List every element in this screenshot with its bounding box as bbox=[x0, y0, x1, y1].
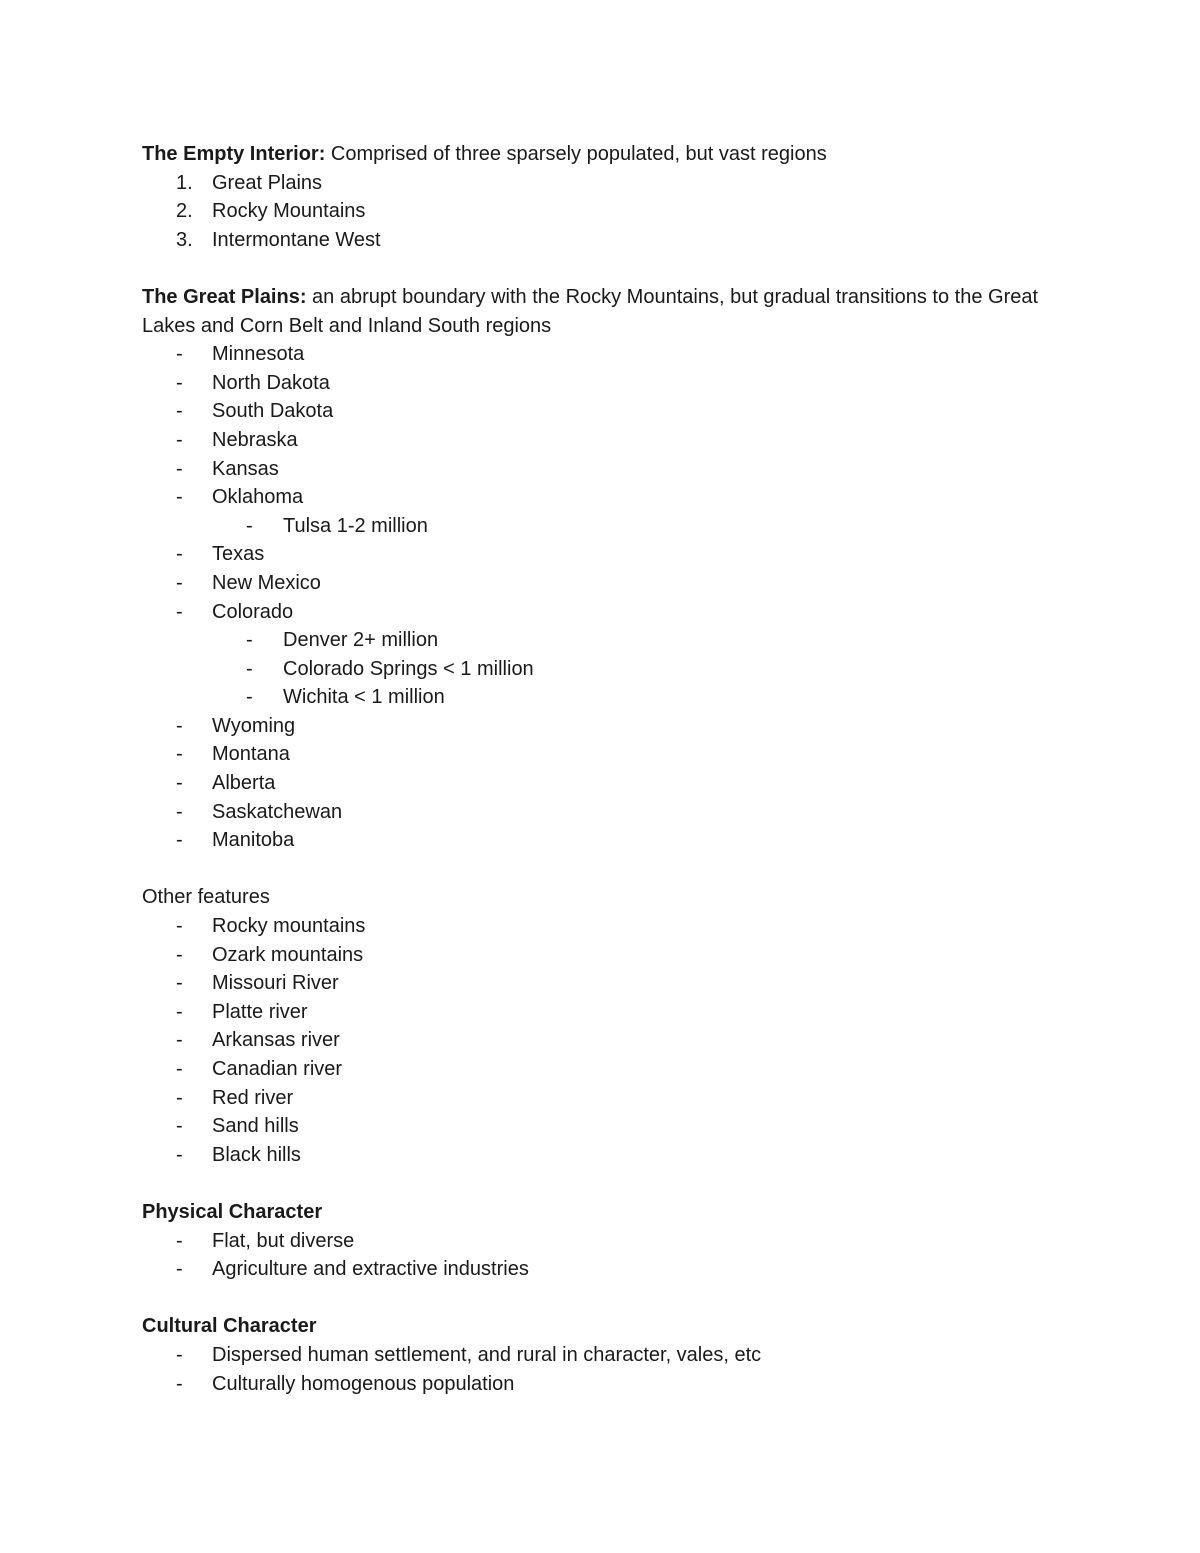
bullet: - bbox=[176, 600, 183, 623]
bullet: - bbox=[176, 343, 183, 366]
physical-character-title: Physical Character bbox=[142, 1200, 323, 1223]
list-item-label: Minnesota bbox=[212, 343, 305, 366]
list-number: 1. bbox=[176, 171, 193, 194]
bullet: - bbox=[246, 514, 253, 537]
list-item bbox=[142, 1112, 1062, 1141]
cultural-character-title: Cultural Character bbox=[142, 1315, 317, 1338]
list-item-label: Canadian river bbox=[212, 1058, 343, 1080]
bullet: - bbox=[176, 1343, 183, 1366]
list-item bbox=[142, 798, 1062, 827]
list-item bbox=[142, 1026, 1062, 1055]
bullet: - bbox=[176, 772, 183, 795]
list-number: 3. bbox=[176, 228, 193, 251]
bullet: - bbox=[176, 829, 183, 852]
physical-character-heading bbox=[142, 1198, 1062, 1227]
list-item bbox=[142, 1055, 1062, 1084]
bullet: - bbox=[176, 1058, 183, 1080]
list-item bbox=[142, 226, 1062, 255]
list-item bbox=[142, 1255, 1062, 1284]
bullet: - bbox=[176, 457, 183, 480]
bullet: - bbox=[176, 1229, 183, 1252]
list-item bbox=[142, 426, 1062, 455]
bullet: - bbox=[246, 629, 253, 652]
great-plains-text: an abrupt boundary with the Rocky Mountains, but gradual transitions to the Great Lakes and Corn Belt and Inland South regions bbox=[142, 285, 1039, 337]
list-item-label: Wyoming bbox=[212, 714, 296, 737]
bullet: - bbox=[176, 800, 183, 823]
empty-interior-text: Comprised of three sparsely populated, but vast regions bbox=[325, 143, 827, 165]
great-plains-heading: The Great Plains: bbox=[142, 285, 307, 308]
list-item-label: Denver 2+ million bbox=[283, 629, 439, 652]
list-item-label: Intermontane West bbox=[212, 228, 381, 251]
great-plains-intro bbox=[142, 283, 1062, 340]
bullet: - bbox=[176, 943, 183, 966]
list-item-label: Ozark mountains bbox=[212, 943, 364, 966]
bullet: - bbox=[176, 371, 183, 394]
bullet: - bbox=[176, 543, 183, 566]
list-item-label: Rocky mountains bbox=[212, 915, 366, 938]
bullet: - bbox=[176, 400, 183, 423]
list-item bbox=[142, 1341, 1062, 1370]
sub-list-item bbox=[142, 655, 1062, 684]
list-item-label: Missouri River bbox=[212, 972, 339, 995]
list-item bbox=[142, 1370, 1062, 1399]
list-item bbox=[142, 1084, 1062, 1113]
list-item-label: Great Plains bbox=[212, 171, 323, 194]
list-item bbox=[142, 1141, 1062, 1170]
list-item bbox=[142, 769, 1062, 798]
list-item bbox=[142, 969, 1062, 998]
bullet: - bbox=[176, 428, 183, 451]
list-item-label: South Dakota bbox=[212, 400, 334, 423]
list-item bbox=[142, 455, 1062, 484]
bullet: - bbox=[176, 1086, 183, 1109]
list-item-label: Red river bbox=[212, 1086, 294, 1109]
list-item bbox=[142, 197, 1062, 226]
list-item bbox=[142, 740, 1062, 769]
list-item-label: Flat, but diverse bbox=[212, 1229, 355, 1252]
list-item-label: New Mexico bbox=[212, 571, 321, 594]
bullet: - bbox=[176, 1143, 183, 1166]
list-item-label: Tulsa 1-2 million bbox=[283, 514, 428, 537]
cultural-character-heading bbox=[142, 1312, 1062, 1341]
bullet: - bbox=[176, 743, 183, 766]
list-item bbox=[142, 569, 1062, 598]
other-features-heading: Other features bbox=[142, 886, 270, 909]
list-item bbox=[142, 540, 1062, 569]
sub-list-item bbox=[142, 512, 1062, 541]
list-item-label: Manitoba bbox=[212, 829, 295, 852]
list-item bbox=[142, 340, 1062, 369]
list-item-label: Texas bbox=[212, 543, 265, 566]
bullet: - bbox=[176, 486, 183, 509]
list-item bbox=[142, 369, 1062, 398]
list-item-label: Rocky Mountains bbox=[212, 200, 366, 223]
bullet: - bbox=[176, 1029, 183, 1052]
list-item bbox=[142, 941, 1062, 970]
bullet: - bbox=[176, 1000, 183, 1023]
list-item-label: Colorado bbox=[212, 600, 294, 623]
bullet: - bbox=[246, 657, 253, 680]
list-item bbox=[142, 998, 1062, 1027]
bullet: - bbox=[246, 686, 253, 709]
bullet: - bbox=[176, 915, 183, 938]
list-item-label: Colorado Springs < 1 million bbox=[283, 657, 534, 680]
bullet: - bbox=[176, 1258, 183, 1281]
list-item-label: Kansas bbox=[212, 457, 279, 480]
list-item bbox=[142, 483, 1062, 512]
list-item-label: Culturally homogenous population bbox=[212, 1372, 515, 1395]
list-item-label: Agriculture and extractive industries bbox=[212, 1258, 529, 1281]
list-item-label: North Dakota bbox=[212, 371, 330, 394]
empty-interior-intro bbox=[142, 140, 1062, 169]
list-item bbox=[142, 169, 1062, 198]
list-number: 2. bbox=[176, 200, 193, 223]
list-item-label: Wichita < 1 million bbox=[283, 686, 445, 709]
list-item bbox=[142, 712, 1062, 741]
list-item-label: Dispersed human settlement, and rural in character, vales, etc bbox=[212, 1343, 762, 1366]
list-item-label: Nebraska bbox=[212, 428, 298, 451]
list-item bbox=[142, 826, 1062, 855]
list-item-label: Montana bbox=[212, 743, 290, 766]
bullet: - bbox=[176, 1115, 183, 1138]
list-item bbox=[142, 598, 1062, 627]
list-item bbox=[142, 912, 1062, 941]
list-item-label: Platte river bbox=[212, 1000, 308, 1023]
list-item-label: Alberta bbox=[212, 772, 276, 795]
empty-interior-heading: The Empty Interior: bbox=[142, 143, 326, 165]
list-item bbox=[142, 397, 1062, 426]
bullet: - bbox=[176, 714, 183, 737]
document-page bbox=[142, 140, 1062, 1398]
sub-list-item bbox=[142, 683, 1062, 712]
list-item-label: Arkansas river bbox=[212, 1029, 340, 1052]
list-item-label: Sand hills bbox=[212, 1115, 299, 1138]
list-item-label: Saskatchewan bbox=[212, 800, 343, 823]
sub-list-item bbox=[142, 626, 1062, 655]
list-item-label: Oklahoma bbox=[212, 486, 304, 509]
list-item-label: Black hills bbox=[212, 1143, 301, 1166]
bullet: - bbox=[176, 972, 183, 995]
bullet: - bbox=[176, 1372, 183, 1395]
list-item bbox=[142, 1227, 1062, 1256]
bullet: - bbox=[176, 571, 183, 594]
